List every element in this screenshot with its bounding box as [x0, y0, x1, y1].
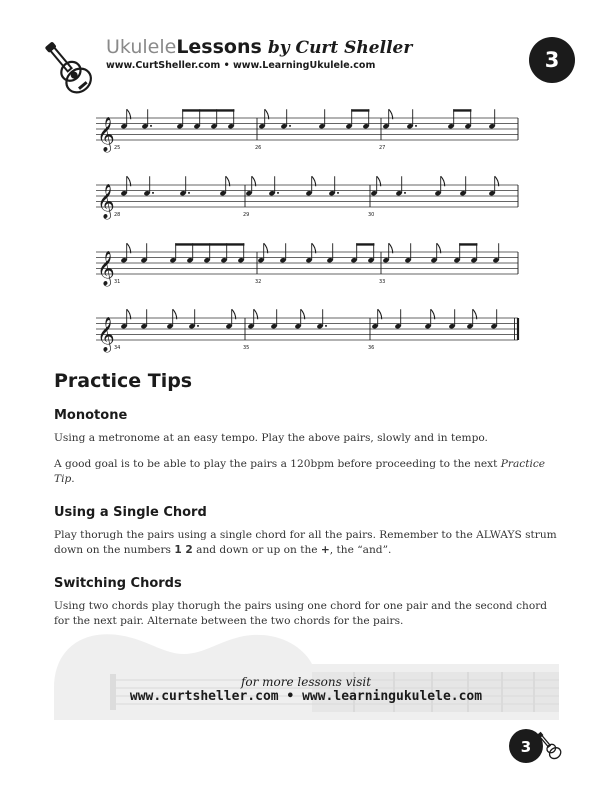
single-chord-text-2: and down or up on the — [192, 544, 321, 556]
switching-chords-paragraph: Using two chords play thorugh the pairs using one chord for one pair and the second chord for the next pair. Alternate between the two chords for the pairs. — [54, 600, 548, 627]
dot — [152, 192, 154, 194]
beam — [453, 109, 471, 111]
monotone-period: . — [71, 473, 75, 485]
measure-number: 33 — [379, 279, 386, 285]
ukulele-watermark-icon — [54, 628, 559, 720]
dot — [404, 192, 406, 194]
footer-page-number: 3 — [520, 738, 532, 756]
beam — [175, 243, 244, 245]
dot — [325, 325, 327, 327]
single-chord-text-3: , the “and”. — [329, 544, 392, 556]
switching-chords-heading: Switching Chords — [54, 576, 182, 591]
measure-number: 31 — [114, 279, 121, 285]
measure-number: 32 — [255, 279, 262, 285]
single-chord-paragraph — [54, 528, 559, 558]
measure-number: 27 — [379, 145, 386, 151]
treble-clef-icon: 𝄞 — [97, 117, 115, 152]
measure-number: 28 — [114, 212, 121, 218]
beam — [182, 109, 234, 111]
treble-clef-icon: 𝄞 — [97, 184, 115, 219]
monotone-heading: Monotone — [54, 408, 128, 423]
dot — [197, 325, 199, 327]
measure-number: 35 — [243, 345, 250, 351]
monotone-paragraph-1: Using a metronome at an easy tempo. Play the above pairs, slowly and in tempo. — [54, 432, 488, 444]
treble-clef-icon: 𝄞 — [97, 251, 115, 286]
dot — [150, 125, 152, 127]
treble-clef-icon: 𝄞 — [97, 317, 115, 352]
beam — [356, 243, 374, 245]
brand-word-ukulele: Ukulele — [106, 36, 177, 58]
brand-word-lessons: Lessons — [176, 36, 262, 58]
measure-number: 25 — [114, 145, 121, 151]
measure-number: 34 — [114, 345, 121, 351]
music-notation — [0, 0, 612, 370]
measure-number: 26 — [255, 145, 262, 151]
brand-author: by Curt Sheller — [267, 38, 413, 58]
dot — [277, 192, 279, 194]
single-chord-heading: Using a Single Chord — [54, 505, 207, 520]
dot — [289, 125, 291, 127]
monotone-paragraph-2 — [54, 457, 559, 487]
dot — [337, 192, 339, 194]
measure-number: 29 — [243, 212, 250, 218]
dot — [415, 125, 417, 127]
beam — [351, 109, 369, 111]
practice-tips-heading: Practice Tips — [54, 370, 193, 392]
footer-page-badge — [508, 727, 562, 767]
plus-symbol: + — [320, 544, 330, 556]
measure-number: 30 — [368, 212, 375, 218]
dot — [188, 192, 190, 194]
single-chord-text: Play thorugh the pairs using a single chord for all the pairs. Remember to the ALWAYS strum down on the numbers — [54, 529, 557, 556]
beam — [459, 243, 477, 245]
footer-visit-text: for more lessons visit — [240, 675, 372, 689]
count-numbers: 1 2 — [174, 544, 193, 556]
page-number-badge: 3 — [529, 37, 575, 83]
practice-tip-emphasis: Practice Tip — [54, 458, 546, 485]
footer-urls[interactable]: www.curtsheller.com • www.learningukulele.com — [129, 689, 483, 704]
measure-number: 36 — [368, 345, 375, 351]
brand-websites: www.CurtSheller.com • www.LearningUkulele.com — [106, 60, 376, 71]
monotone-text: A good goal is to be able to play the pairs a 120bpm before proceeding to the next — [54, 458, 501, 470]
